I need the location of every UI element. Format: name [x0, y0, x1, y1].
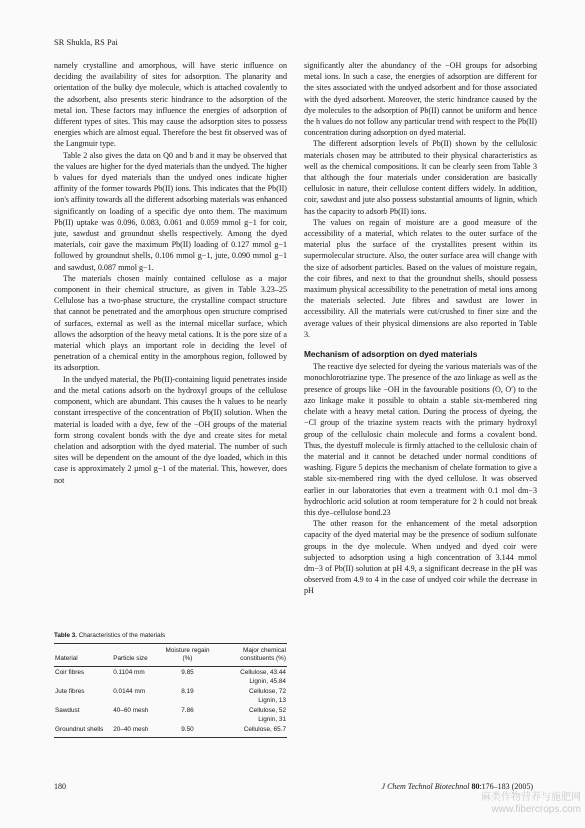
- cell-material: Jute fibres: [55, 687, 85, 695]
- cell-material: Groundnut shells: [54, 724, 112, 737]
- cell-constituent: Lignin, 45.84: [249, 678, 286, 685]
- body-paragraph: The different adsorption levels of Pb(II) shown by the cellulosic materials chosen may be attributed to their physical characteristics as well as the chemical compositions. It can be clearly seen from Table 3 that although the four materials under consideration are basically cellulosic in nature, their cellulose content differs widely. In addition, coir, sawdust and jute also possess substantial amounts of lignin, which has the capacity to adsorb Pb(II) ions.: [304, 139, 537, 216]
- table-row: [54, 724, 287, 737]
- watermark-url: www.fibercrops.com: [491, 804, 581, 815]
- watermark-chinese-text: 麻类作物营养与施肥网: [481, 792, 581, 803]
- table-caption-label: Table 3.: [54, 632, 77, 639]
- cell-material: Sawdust: [55, 706, 80, 714]
- left-column: [54, 60, 287, 486]
- body-paragraph: In the undyed material, the Pb(II)-containing liquid penetrates inside and the metal cations adsorb on the hydroxyl groups of the cellulose component, which are abundant. This causes the h values to be nearly constant irrespective of the concentration of Pb(II) solution. When the material is loaded with a dye, few of the −OH groups of the material form strong covalent bonds with the dye and create sites for metal chelation and adsorption with the dyed material. The number of such sites will be dependent on the amount of the dye loaded, which in this case is approximately 2 µmol g−1 of the material. This, however, does not: [54, 374, 287, 485]
- journal-citation: [382, 782, 533, 791]
- cell-particle-size: 20–40 mesh: [112, 724, 164, 737]
- column-header-chemical-constituents: Major chemical constituents (%): [211, 644, 287, 667]
- cell-constituent: Lignin, 31: [258, 716, 286, 723]
- cell-constituent: Cellulose, 72: [249, 687, 286, 695]
- body-paragraph: namely crystalline and amorphous, will have steric influence on deciding the availability of sites for adsorption. The planarity and orientation of the bulky dye molecule, which is attached covalently to the adsorbent, also presents steric hindrance to the adsorption of the metal ion. These factors may influence the energies of adsorption of different types of sites. This may cause the adsorption sites to possess energies which are almost equal. Therefore the best fit observed was of the Langmuir type.: [54, 61, 287, 149]
- cell-moisture: 9.50: [164, 724, 211, 737]
- body-paragraph: The reactive dye selected for dyeing the various materials was of the monochlorotriazine type. The presence of the azo linkage as well as the presence of groups like −OH in the favourable positions (O, O′) to the azo linkage make it possible to obtain a stable six-membered ring chelate with a heavy metal cation. During the process of dyeing, the −Cl group of the triazine system reacts with the primary hydroxyl group of the cellulosic chain molecule and forms a covalent bond. Thus, the dyestuff molecule is firmly attached to the cellulosic chain of the material and it cannot be detached under normal conditions of washing. Figure 5 depicts the mechanism of chelate formation to give a stable six-membered ring with the dyed cellulose. It was observed earlier in our laboratories that even a treatment with 0.1 mol dm−3 hydrochloric acid solution at room temperature for 2 h could not break this dye–cellulose bond.23: [304, 362, 537, 517]
- cell-moisture: 8.19: [181, 687, 194, 695]
- table-row: [54, 686, 287, 696]
- cell-constituent: Cellulose, 52: [249, 706, 286, 714]
- journal-name: J Chem Technol Biotechnol: [381, 782, 470, 791]
- journal-volume: 80: [471, 782, 480, 791]
- column-header-moisture-regain: Moisture regain (%): [164, 644, 211, 667]
- table-caption-text: Characteristics of the materials: [78, 632, 166, 639]
- cell-moisture: 9.85: [181, 668, 194, 676]
- cell-constituent: Cellulose, 43.44: [240, 668, 286, 676]
- body-paragraph: Table 2 also gives the data on Q0 and b and it may be observed that the values are higher for the dyed materials than the undyed. The higher b values for dyed materials than the undyed ones indicate higher affinity of the former towards Pb(II) ions. This indicates that the Pb(II) ion's affinity towards all the different adsorbing materials was enhanced significantly on loading of a specific dye onto them. The maximum Pb(II) uptake was 0.096, 0.083, 0.061 and 0.059 mmol g−1 for coir, jute, sawdust and groundnut shells respectively. Among the dyed materials, coir gave the maximum Pb(II) loading of 0.127 mmol g−1 followed by groundnut shells, 0.106 mmol g−1, jute, 0.090 mmol g−1 and sawdust, 0.087 mmol g−1.: [54, 150, 287, 272]
- cell-particle-size: 40–60 mesh: [113, 706, 149, 714]
- cell-moisture: 7.86: [181, 706, 194, 714]
- table-row-continued: [54, 715, 287, 725]
- column-header-particle-size: Particle size: [112, 644, 164, 667]
- running-head: SR Shukla, RS Pai: [54, 38, 118, 47]
- cell-particle-size: 0.1104 mm: [113, 668, 145, 676]
- table-row: [54, 667, 287, 677]
- table-3: [54, 632, 287, 738]
- cell-particle-size: 0.0144 mm: [113, 687, 146, 695]
- table-header-row: [54, 644, 287, 667]
- body-paragraph: The materials chosen mainly contained cellulose as a major component in their chemical structure, as given in Table 3.23–25 Cellulose has a two-phase structure, the crystalline compact structure that cannot be penetrated and the amorphous open structure comprised of surfaces, external as well as the internal micellar surface, which allows the adsorption of the heavy metal cations. It is the pore size of a material which plays an important role in deciding the level of penetration of a chemical entity in the amorphous region, followed by its adsorption.: [54, 273, 287, 373]
- page-number: 180: [54, 782, 66, 791]
- column-header-material: Material: [54, 644, 112, 667]
- site-watermark: [481, 792, 581, 816]
- table-row: [54, 705, 287, 715]
- body-paragraph: The other reason for the enhancement of the metal adsorption capacity of the dyed material may be the presence of sodium sulfonate groups in the dye molecule. When undyed and dyed coir were subjected to adsorption using a high concentration of 3.144 mmol dm−3 of Pb(II) solution at pH 4.9, a significant decrease in the pH was observed from 4.9 to 4 in the case of undyed coir while the decrease in pH: [304, 519, 537, 596]
- right-column: [304, 60, 537, 597]
- table-row-continued: [54, 677, 287, 687]
- body-paragraph: significantly alter the abundancy of the −OH groups for adsorbing metal ions. In such a case, the energies of adsorption are different for the sites associated with the undyed adsorbent and for those associated with the dyed adsorbent. Moreover, the steric hindrance caused by the dye molecules to the adsorption of Pb(II) cannot be uniform and hence the h values do not follow any particular trend with respect to the Pb(II) concentration during adsorption on dyed material.: [304, 61, 537, 138]
- characteristics-table: [54, 643, 287, 738]
- table-caption: [54, 632, 287, 639]
- journal-pages-year: :176–183 (2005): [479, 782, 533, 791]
- cell-material: Coir fibres: [55, 668, 85, 676]
- cell-constituent: Lignin, 13: [258, 697, 286, 704]
- table-row-continued: [54, 696, 287, 706]
- body-paragraph: The values on regain of moisture are a good measure of the accessibility of a material, which relates to the outer surface of the material plus the surface of the crystallites present within its supermolecular structure. Also, the outer surface area will change with the size of adsorbent particles. Based on the values of moisture regain, the coir fibres, and next to that the groundnut shells, should possess maximum physical accessibility to the penetration of metal ions among the materials selected. Jute fibres and sawdust are lower in accessibility. All the materials were cut/crushed to finer size and the average values of their physical dimensions are also reported in Table 3.: [304, 217, 537, 339]
- section-heading: Mechanism of adsorption on dyed materials: [304, 349, 478, 360]
- cell-constituent: Cellulose, 65.7: [211, 724, 287, 737]
